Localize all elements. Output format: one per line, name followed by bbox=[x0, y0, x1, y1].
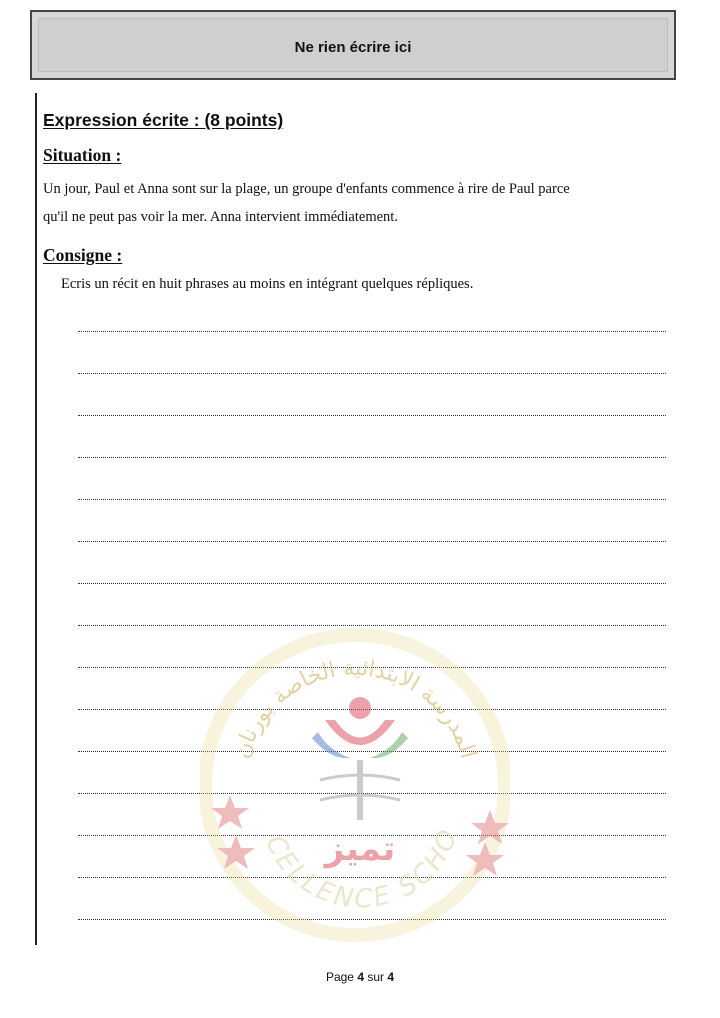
answer-line[interactable] bbox=[78, 416, 666, 458]
do-not-write-box bbox=[30, 10, 676, 80]
footer-prefix: Page bbox=[325, 970, 358, 984]
consigne-text: Ecris un récit en huit phrases au moins en intégrant quelques répliques. bbox=[61, 276, 474, 292]
answer-line[interactable] bbox=[78, 458, 666, 500]
left-margin-line bbox=[35, 93, 37, 945]
footer-current-page: 4 bbox=[357, 970, 364, 984]
answer-line[interactable] bbox=[78, 374, 666, 416]
school-watermark bbox=[200, 620, 510, 950]
page-footer bbox=[0, 970, 720, 984]
answer-line[interactable] bbox=[78, 500, 666, 542]
situation-heading: Situation : bbox=[43, 145, 122, 165]
child-figure-icon bbox=[312, 697, 408, 820]
watermark-brand-text: تميز bbox=[324, 829, 396, 869]
answer-line[interactable] bbox=[78, 542, 666, 584]
footer-middle: sur bbox=[364, 970, 388, 984]
section-title: Expression écrite : (8 points) bbox=[43, 110, 284, 130]
answer-line[interactable] bbox=[78, 320, 666, 332]
situation-text bbox=[43, 175, 671, 231]
watermark-arabic-text: المدرسة الابتدائية الخاصة بورنان bbox=[229, 655, 481, 762]
footer-total-pages: 4 bbox=[387, 970, 395, 984]
watermark-latin-text: CELLENCE SCHO bbox=[259, 823, 465, 915]
situation-line-2: qu'il ne peut pas voir la mer. Anna intervient immédiatement. bbox=[43, 209, 398, 225]
consigne-heading: Consigne : bbox=[43, 245, 123, 265]
school-logo-image bbox=[200, 620, 510, 950]
answer-line[interactable] bbox=[78, 332, 666, 374]
situation-line-1: Un jour, Paul et Anna sont sur la plage, un groupe d'enfants commence à rire de Paul parce bbox=[43, 181, 570, 197]
do-not-write-label: Ne rien écrire ici bbox=[294, 39, 412, 56]
